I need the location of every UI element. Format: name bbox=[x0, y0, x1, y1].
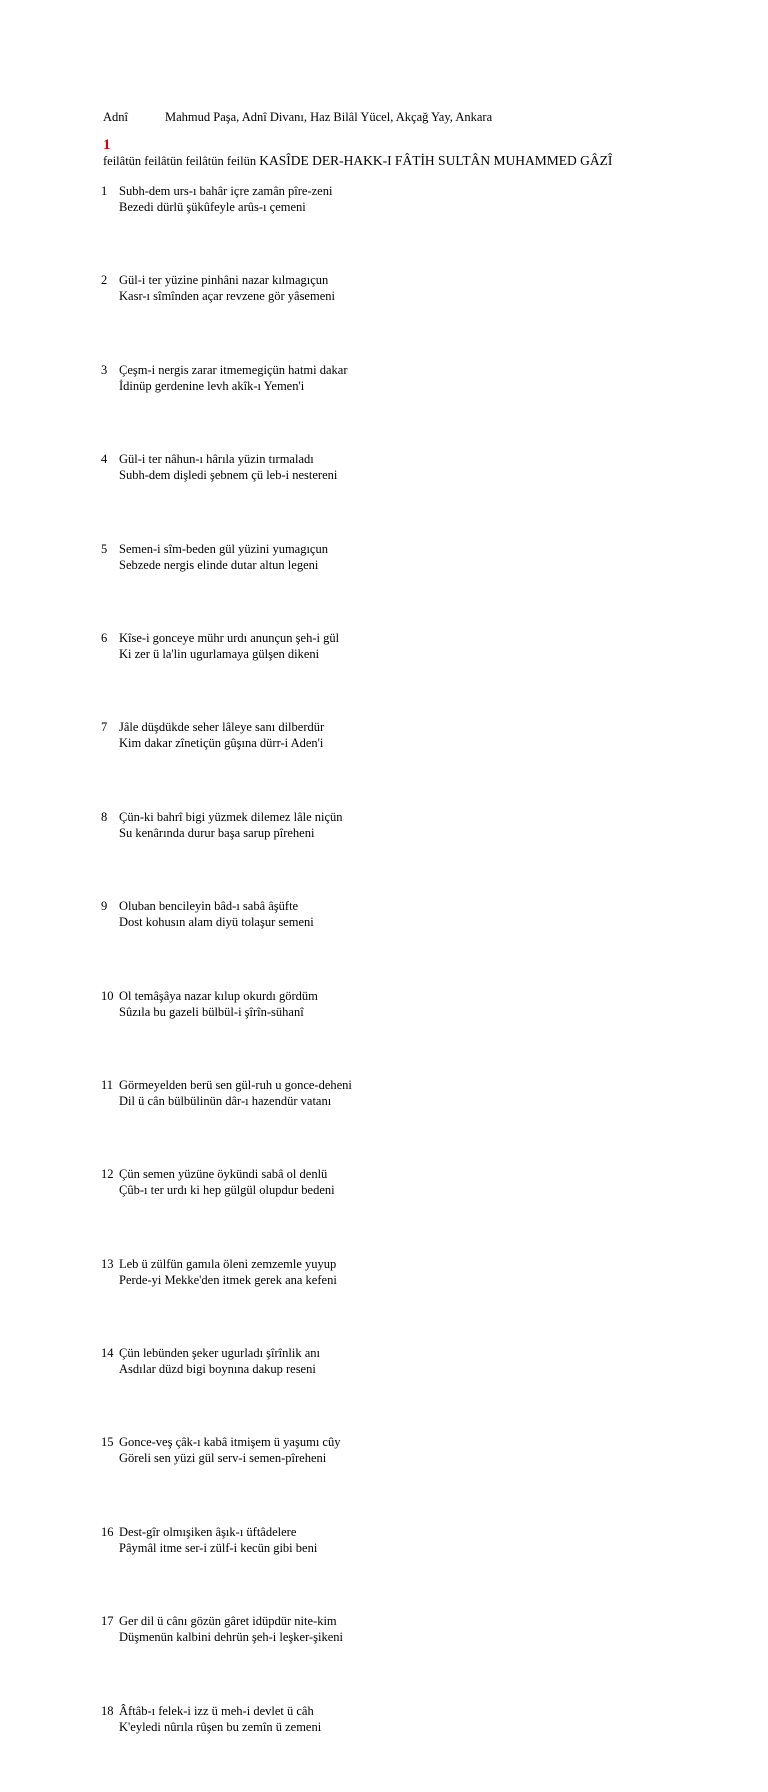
verse-line-1 bbox=[101, 1434, 721, 1450]
verse-number: 13 bbox=[101, 1256, 114, 1271]
verse bbox=[101, 719, 721, 808]
verse-line-1 bbox=[101, 272, 721, 288]
verse-line-2: Kim dakar zînetiçün gûşına dürr-i Aden'i bbox=[119, 736, 324, 751]
verse-number: 18 bbox=[101, 1703, 114, 1718]
verse-number: 7 bbox=[101, 720, 108, 735]
verse-line-1 bbox=[101, 898, 721, 914]
verse bbox=[101, 1434, 721, 1523]
verse-line-1 bbox=[101, 988, 721, 1004]
verse bbox=[101, 451, 721, 540]
source-citation: Mahmud Paşa, Adnî Divanı, Haz Bilâl Yücel, Akçağ Yay, Ankara bbox=[165, 110, 493, 124]
verse-text: Oluban bencileyin bâd-ı sabâ âşüfte bbox=[119, 899, 299, 914]
verse-number: 16 bbox=[101, 1524, 114, 1539]
verse-number: 15 bbox=[101, 1435, 114, 1450]
verse bbox=[101, 1256, 721, 1345]
verse bbox=[101, 272, 721, 361]
verse-line-2: Asdılar düzd bigi boynına dakup reseni bbox=[119, 1362, 316, 1377]
verse-list bbox=[101, 183, 721, 1792]
verse-line-1 bbox=[101, 630, 721, 646]
verse bbox=[101, 1345, 721, 1434]
verse-number: 4 bbox=[101, 452, 108, 467]
verse-line-1 bbox=[101, 1345, 721, 1361]
verse-text: Gonce-veş çâk-ı kabâ itmişem ü yaşumı cûy bbox=[119, 1435, 341, 1450]
section-number: 1 bbox=[103, 137, 111, 153]
verse-text: Görmeyelden berü sen gül-ruh u gonce-deheni bbox=[119, 1077, 352, 1092]
verse-line-2: Çûb-ı ter urdı ki hep gülgül olupdur bedeni bbox=[119, 1183, 335, 1198]
poem-title: KASÎDE DER-HAKK-I FÂTİH SULTÂN MUHAMMED GÂZÎ bbox=[259, 153, 613, 168]
verse-line-1 bbox=[101, 183, 721, 199]
verse-text: Çün-ki bahrî bigi yüzmek dilemez lâle niçün bbox=[119, 809, 343, 824]
verse-line-2: Bezedi dürlü şükûfeyle arûs-ı çemeni bbox=[119, 200, 306, 214]
verse-number: 2 bbox=[101, 273, 108, 288]
verse-line-2: Su kenârında durur başa sarup pîreheni bbox=[119, 825, 315, 840]
verse bbox=[101, 541, 721, 630]
verse-line-2: Sebzede nergis elinde dutar altun legeni bbox=[119, 557, 319, 572]
verse-line-1 bbox=[101, 1524, 721, 1540]
verse-text: Gül-i ter nâhun-ı hârıla yüzin tırmaladı bbox=[119, 452, 314, 467]
verse-line-2: Düşmenün kalbini dehrün şeh-i leşker-şikeni bbox=[119, 1630, 344, 1645]
verse-text: Jâle düşdükde seher lâleye sanı dilberdür bbox=[119, 720, 325, 735]
verse-text: Gül-i ter yüzine pinhâni nazar kılmagıçun bbox=[119, 273, 329, 288]
verse-text: Ger dil ü cânı gözün gâret idüpdür nite-kim bbox=[119, 1614, 337, 1629]
verse-line-2: Dost kohusın alam diyü tolaşur semeni bbox=[119, 915, 314, 930]
verse bbox=[101, 898, 721, 987]
verse bbox=[101, 183, 721, 272]
verse bbox=[101, 362, 721, 451]
verse-number: 10 bbox=[101, 988, 114, 1003]
section-heading bbox=[103, 153, 612, 169]
verse-text: Âftâb-ı felek-i izz ü meh-i devlet ü câh bbox=[119, 1703, 314, 1718]
verse-line-1 bbox=[101, 362, 721, 378]
source-header bbox=[103, 109, 492, 125]
verse-line-2: K'eyledi nûrıla rûşen bu zemîn ü zemeni bbox=[119, 1719, 322, 1734]
verse-number: 17 bbox=[101, 1614, 114, 1629]
verse bbox=[101, 1613, 721, 1702]
verse bbox=[101, 1524, 721, 1613]
verse bbox=[101, 988, 721, 1077]
verse-line-1 bbox=[101, 1256, 721, 1272]
verse-text: Dest-gîr olmışiken âşık-ı üftâdelere bbox=[119, 1524, 297, 1539]
verse-line-1 bbox=[101, 719, 721, 735]
verse-number: 8 bbox=[101, 809, 108, 824]
verse-number: 6 bbox=[101, 630, 108, 645]
verse-line-1 bbox=[101, 1703, 721, 1719]
verse-number: 3 bbox=[101, 362, 108, 377]
verse-line-2: Perde-yi Mekke'den itmek gerek ana kefeni bbox=[119, 1272, 337, 1287]
verse-line-2: Ki zer ü la'lin ugurlamaya gülşen dikeni bbox=[119, 646, 320, 661]
verse-number: 11 bbox=[101, 1077, 114, 1092]
verse-line-2: Subh-dem dişledi şebnem çü leb-i nestereni bbox=[119, 468, 338, 483]
verse-line-2: Pâymâl itme ser-i zülf-i kecün gibi beni bbox=[119, 1540, 318, 1555]
verse-number: 1 bbox=[101, 184, 108, 198]
verse-number: 12 bbox=[101, 1167, 114, 1182]
verse-text: Kîse-i gonceye mühr urdı anunçun şeh-i gül bbox=[119, 630, 340, 645]
verse-line-1 bbox=[101, 541, 721, 557]
verse-text: Çeşm-i nergis zarar itmemegiçün hatmi dakar bbox=[119, 362, 348, 377]
verse bbox=[101, 809, 721, 898]
verse-line-2: Göreli sen yüzi gül serv-i semen-pîreheni bbox=[119, 1451, 327, 1466]
verse bbox=[101, 630, 721, 719]
verse-line-1 bbox=[101, 1613, 721, 1629]
verse-line-2: Kasr-ı sîmînden açar revzene gör yâsemeni bbox=[119, 289, 335, 304]
verse-line-1 bbox=[101, 1166, 721, 1182]
verse-line-1 bbox=[101, 1077, 721, 1093]
verse-number: 5 bbox=[101, 541, 108, 556]
verse-text: Çün lebünden şeker ugurladı şîrînlik anı bbox=[119, 1346, 321, 1361]
verse bbox=[101, 1166, 721, 1255]
verse-text: Subh-dem urs-ı bahâr içre zamân pîre-zeni bbox=[119, 184, 333, 198]
verse-line-2: Dil ü cân bülbülinün dâr-ı hazendür vatanı bbox=[119, 1093, 332, 1108]
verse-line-1 bbox=[101, 809, 721, 825]
verse-text: Leb ü zülfün gamıla öleni zemzemle yuyup bbox=[119, 1256, 337, 1271]
verse bbox=[101, 1077, 721, 1166]
author-name: Adnî bbox=[103, 110, 128, 124]
verse-line-2: Sûzıla bu gazeli bülbül-i şîrîn-sühanî bbox=[119, 1004, 304, 1019]
verse-text: Semen-i sîm-beden gül yüzini yumagıçun bbox=[119, 541, 328, 556]
verse-line-2: İdinüp gerdenine levh akîk-ı Yemen'i bbox=[119, 378, 305, 393]
verse-number: 14 bbox=[101, 1346, 114, 1361]
verse-text: Ol temâşâya nazar kılup okurdı gördüm bbox=[119, 988, 318, 1003]
verse-text: Çün semen yüzüne öykündi sabâ ol denlü bbox=[119, 1167, 328, 1182]
verse-line-1 bbox=[101, 451, 721, 467]
verse-number: 9 bbox=[101, 899, 108, 914]
meter-text: feilâtün feilâtün feilâtün feilün bbox=[103, 154, 257, 168]
verse bbox=[101, 1703, 721, 1792]
